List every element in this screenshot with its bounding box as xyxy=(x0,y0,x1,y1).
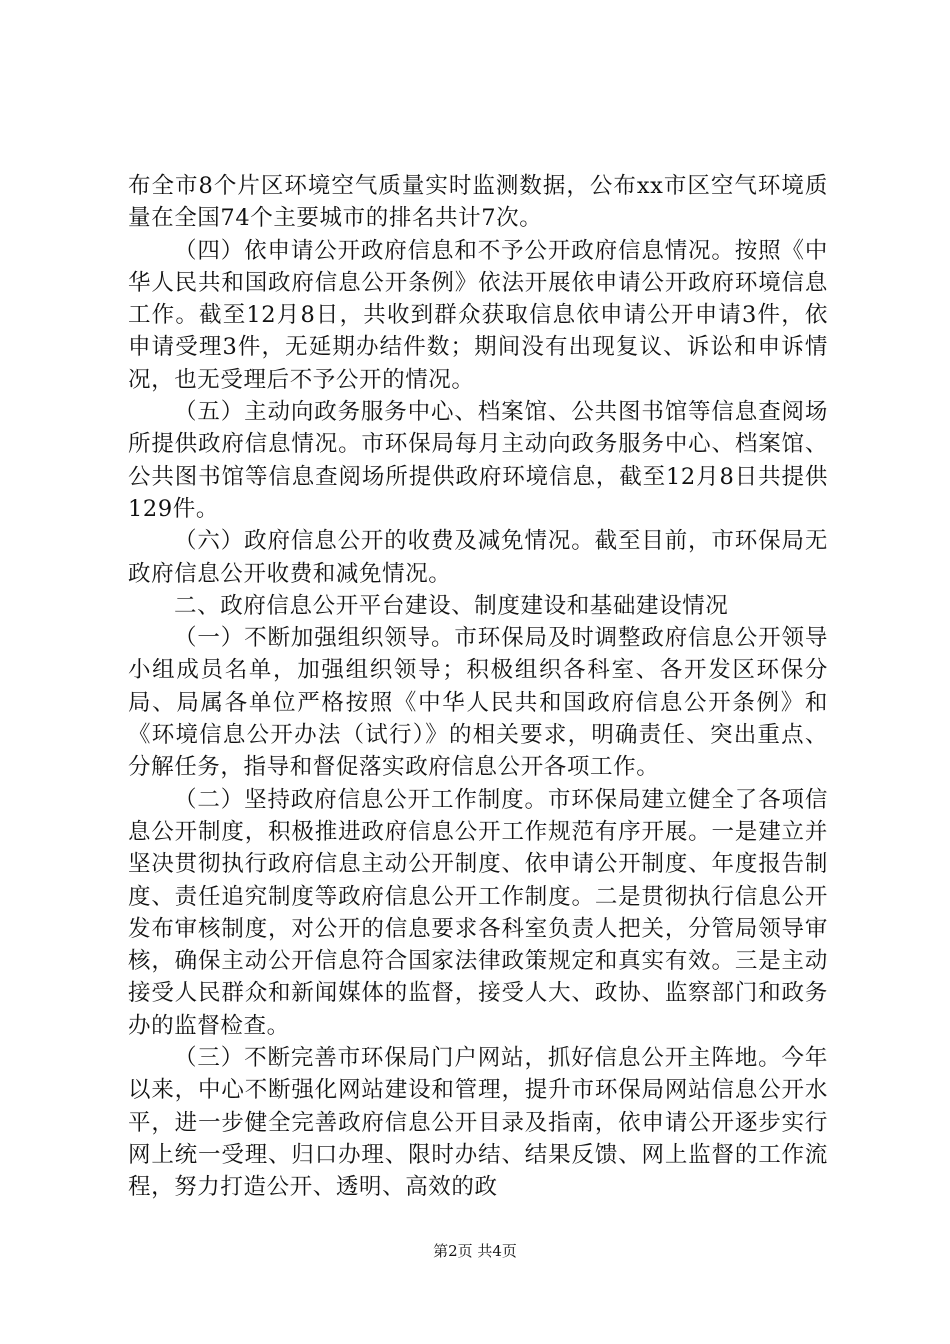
body-text xyxy=(128,170,828,1204)
section-heading-2: 二、政府信息公开平台建设、制度建设和基础建设情况 xyxy=(174,592,729,619)
page-number-footer: 第2页 共4页 xyxy=(433,1242,517,1260)
paragraph-continuation: 布全市8个片区环境空气质量实时监测数据，公布xx市区空气环境质量在全国74个主要城市的排名共计7次。 xyxy=(128,173,828,232)
paragraph-subsection-2: （二）坚持政府信息公开工作制度。市环保局建立健全了各项信息公开制度，积极推进政府信息公开工作规范有序开展。一是建立并坚决贯彻执行政府信息主动公开制度、依申请公开制度、年度报告制度、责任追究制度等政府信息公开工作制度。二是贯彻执行信息公开发布审核制度，对公开的信息要求各科室负责人把关，分管局领导审核，确保主动公开信息符合国家法律政策规定和真实有效。三是主动接受人民群众和新闻媒体的监督，接受人大、政协、监察部门和政务办的监督检查。 xyxy=(128,786,828,1039)
paragraph-section-5: （五）主动向政务服务中心、档案馆、公共图书馆等信息查阅场所提供政府信息情况。市环保局每月主动向政务服务中心、档案馆、公共图书馆等信息查阅场所提供政府环境信息，截至12月8日共提供129件。 xyxy=(128,399,828,522)
paragraph-subsection-3: （三）不断完善市环保局门户网站，抓好信息公开主阵地。今年以来，中心不断强化网站建设和管理，提升市环保局网站信息公开水平，进一步健全完善政府信息公开目录及指南，依申请公开逐步实行网上统一受理、归口办理、限时办结、结果反馈、网上监督的工作流程，努力打造公开、透明、高效的政 xyxy=(128,1045,828,1201)
paragraph-section-4: （四）依申请公开政府信息和不予公开政府信息情况。按照《中华人民共和国政府信息公开条例》依法开展依申请公开政府环境信息工作。截至12月8日，共收到群众获取信息依申请公开申请3件，依申请受理3件，无延期办结件数；期间没有出现复议、诉讼和申诉情况，也无受理后不予公开的情况。 xyxy=(128,237,828,393)
paragraph-subsection-1: （一）不断加强组织领导。市环保局及时调整政府信息公开领导小组成员名单，加强组织领导；积极组织各科室、各开发区环保分局、局属各单位严格按照《中华人民共和国政府信息公开条例》和《环境信息公开办法（试行）》的相关要求，明确责任、突出重点、分解任务，指导和督促落实政府信息公开各项工作。 xyxy=(128,625,828,781)
paragraph-section-6: （六）政府信息公开的收费及减免情况。截至目前，市环保局无政府信息公开收费和减免情况。 xyxy=(128,528,828,587)
